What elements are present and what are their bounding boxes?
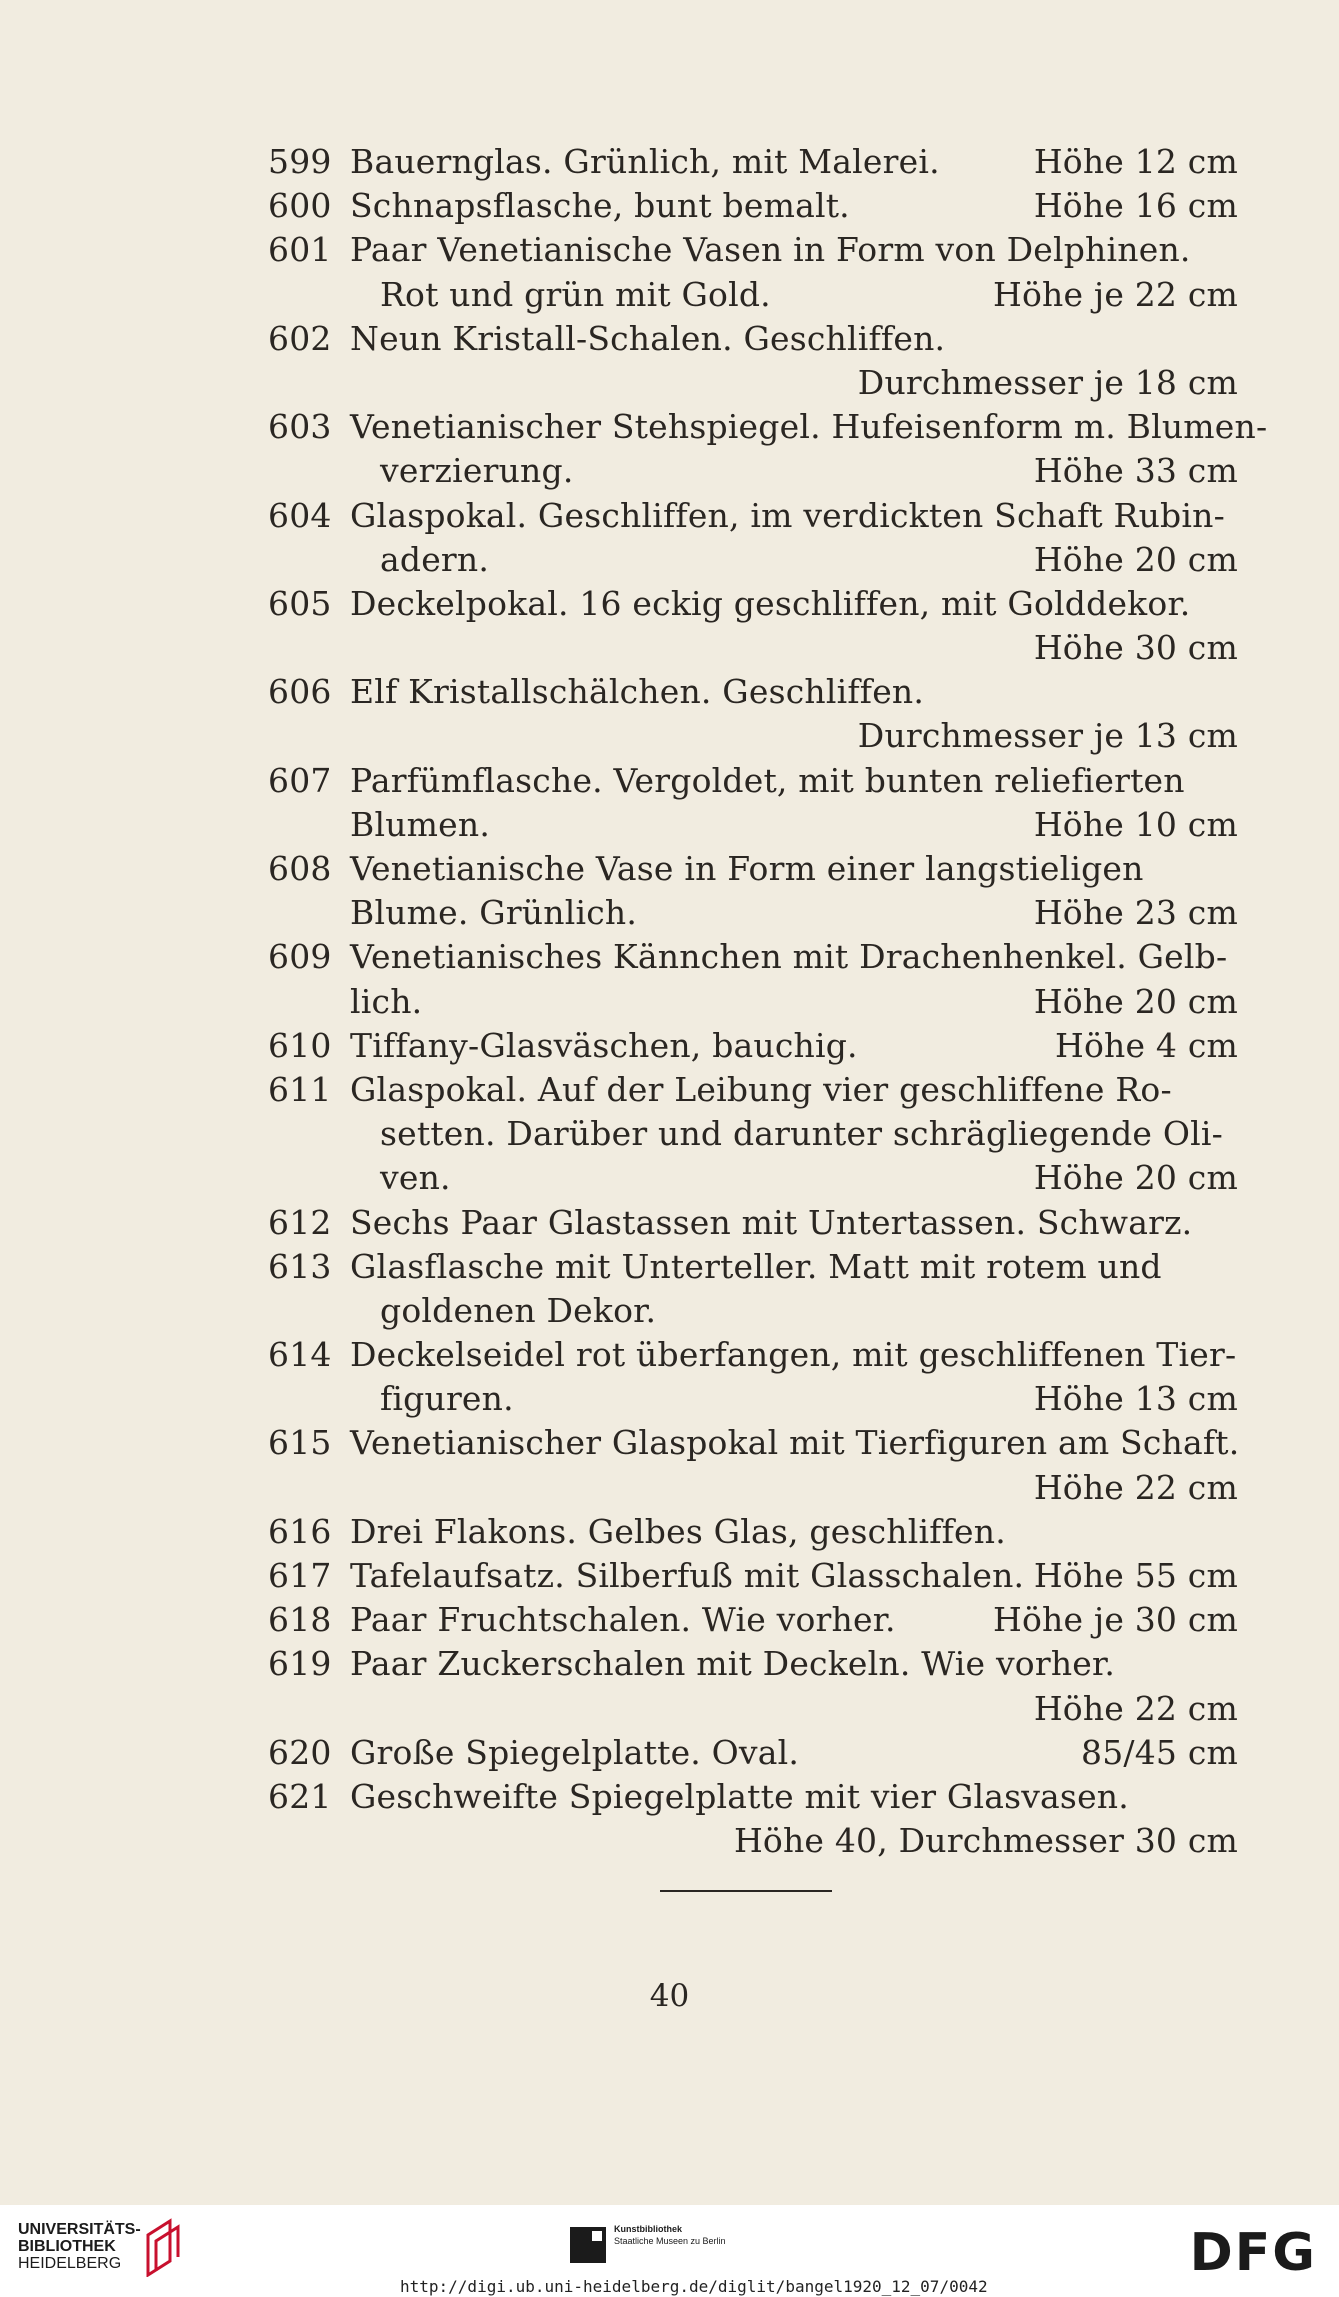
entry-line: [268, 847, 1238, 891]
entry-line: [268, 1466, 1238, 1510]
entry-line: [268, 449, 1238, 493]
lot-description: Geschweifte Spiegelplatte mit vier Glasvasen.: [350, 1776, 1129, 1816]
lot-measurement: Höhe 23 cm: [1033, 893, 1238, 933]
lot-description: Venetianisches Kännchen mit Drachenhenkel. Gelb-: [350, 937, 1228, 977]
lot-number: 602: [268, 318, 332, 358]
lot-description: Elf Kristallschälchen. Geschliffen.: [350, 672, 925, 712]
lot-description: Schnapsflasche, bunt bemalt.: [350, 186, 850, 226]
lot-description: ven.: [380, 1158, 451, 1198]
entry-line: [268, 317, 1238, 361]
entry-line: [268, 1554, 1238, 1598]
catalog-entry: [268, 1201, 1238, 1245]
lot-measurement: Durchmesser je 13 cm: [857, 716, 1238, 756]
entry-line: [268, 1510, 1238, 1554]
lot-measurement: Höhe 16 cm: [1033, 186, 1238, 226]
kunstbibliothek-logo[interactable]: [570, 2223, 726, 2263]
catalog-entry: [268, 1024, 1238, 1068]
entry-line: [268, 582, 1238, 626]
ub-logo-line3: HEIDELBERG: [18, 2255, 122, 2272]
catalog-entry: [268, 582, 1238, 670]
lot-description: Deckelpokal. 16 eckig geschliffen, mit Golddekor.: [350, 583, 1191, 623]
lot-number: 610: [268, 1025, 332, 1065]
catalog-entry: [268, 405, 1268, 493]
lot-number: 603: [268, 407, 332, 447]
catalog-entry: [268, 670, 1238, 758]
lot-number: 609: [268, 937, 332, 977]
lot-measurement: Höhe 13 cm: [1033, 1379, 1238, 1419]
lot-measurement: Höhe 22 cm: [1033, 1467, 1238, 1507]
lot-number: 600: [268, 186, 332, 226]
lot-number: 618: [268, 1600, 332, 1640]
lot-measurement: Höhe 20 cm: [1033, 1158, 1238, 1198]
lot-measurement: Höhe 33 cm: [1033, 451, 1238, 491]
lot-number: 621: [268, 1776, 332, 1816]
lot-number: 615: [268, 1423, 332, 1463]
lot-number: 605: [268, 583, 332, 623]
entry-line: [268, 494, 1238, 538]
lot-number: 612: [268, 1202, 332, 1242]
lot-description: Venetianischer Glaspokal mit Tierfiguren am Schaft.: [350, 1423, 1240, 1463]
dfg-logo[interactable]: DFG: [1189, 2223, 1317, 2283]
lot-measurement: Höhe 20 cm: [1033, 539, 1238, 579]
lot-description: figuren.: [380, 1379, 514, 1419]
catalog-entry: [268, 228, 1238, 316]
lot-number: 616: [268, 1511, 332, 1551]
lot-measurement: Höhe 22 cm: [1033, 1688, 1238, 1728]
catalog-entry: [268, 184, 1238, 228]
ub-mark-icon: [140, 2217, 184, 2277]
lot-description: Tiffany-Glasväschen, bauchig.: [350, 1025, 858, 1065]
entry-line: [268, 1775, 1238, 1819]
entry-line: [268, 1377, 1238, 1421]
lot-measurement: Höhe 12 cm: [1033, 142, 1238, 181]
lot-description: Venetianischer Stehspiegel. Hufeisenform m. Blumen-: [350, 407, 1268, 447]
catalog-entry: [268, 759, 1238, 847]
lot-description: adern.: [380, 539, 490, 579]
catalog-entry: [268, 1510, 1238, 1554]
entry-line: [268, 538, 1238, 582]
entry-line: [268, 1201, 1238, 1245]
lot-measurement: Durchmesser je 18 cm: [857, 362, 1238, 402]
lot-description: setten. Darüber und darunter schrägliegende Oli-: [380, 1114, 1223, 1154]
lot-number: 606: [268, 672, 332, 712]
catalog-entry: [268, 1731, 1238, 1775]
lot-description: Blumen.: [350, 804, 491, 844]
lot-description: Deckelseidel rot überfangen, mit geschliffenen Tier-: [350, 1335, 1237, 1375]
lot-number: 614: [268, 1335, 332, 1375]
lot-number: 601: [268, 230, 332, 270]
entry-line: [268, 1421, 1238, 1465]
catalog-entry: [268, 1598, 1238, 1642]
catalog-entry: [268, 1333, 1238, 1421]
lot-description: Rot und grün mit Gold.: [380, 274, 771, 314]
entry-line: [268, 1687, 1238, 1731]
entry-line: [268, 759, 1238, 803]
lot-description: Glaspokal. Geschliffen, im verdickten Schaft Rubin-: [350, 495, 1225, 535]
ub-logo-line1: UNIVERSITÄTS-: [18, 2221, 141, 2238]
lot-description: Drei Flakons. Gelbes Glas, geschliffen.: [350, 1511, 1006, 1551]
lot-description: Glaspokal. Auf der Leibung vier geschliffene Ro-: [350, 1069, 1172, 1109]
kunstbibliothek-mark-icon: [570, 2227, 606, 2263]
catalog-entry: [268, 317, 1238, 405]
entry-line: [268, 1068, 1238, 1112]
lot-measurement: Höhe 55 cm: [1033, 1556, 1238, 1595]
lot-description: Sechs Paar Glastassen mit Untertassen. Schwarz.: [350, 1202, 1193, 1242]
entry-line: [268, 1819, 1238, 1863]
catalog-entry: [268, 140, 1238, 184]
catalog-entry: [268, 1642, 1238, 1730]
entry-line: [268, 891, 1238, 935]
lot-number: 611: [268, 1069, 332, 1109]
lot-description: lich.: [350, 981, 423, 1021]
ub-logo-line2: BIBLIOTHEK: [18, 2238, 116, 2255]
catalog-entry: [268, 935, 1238, 1023]
entry-line: [268, 935, 1238, 979]
entry-line: [268, 714, 1238, 758]
lot-description: Glasflasche mit Unterteller. Matt mit rotem und: [350, 1246, 1162, 1286]
lot-measurement: Höhe 4 cm: [1055, 1025, 1238, 1065]
permalink-url[interactable]: http://digi.ub.uni-heidelberg.de/diglit/bangel1920_12_07/0042: [400, 2277, 988, 2296]
lot-description: verzierung.: [380, 451, 574, 491]
entry-line: [268, 626, 1238, 670]
entry-line: [268, 1289, 1238, 1333]
lot-number: 613: [268, 1246, 332, 1286]
lot-description: goldenen Dekor.: [380, 1290, 657, 1330]
catalog-entry: [268, 1068, 1238, 1201]
entry-line: [268, 405, 1268, 449]
lot-measurement: Höhe 10 cm: [1033, 804, 1238, 844]
catalog-entry: [268, 494, 1238, 582]
lot-measurement: 85/45 cm: [1081, 1732, 1238, 1772]
entry-line: [268, 670, 1238, 714]
ub-heidelberg-logo[interactable]: [18, 2221, 141, 2272]
entry-line: [268, 1156, 1238, 1200]
catalog-entry: [268, 847, 1238, 935]
entry-line: [268, 140, 1238, 184]
lot-number: 604: [268, 495, 332, 535]
entry-line: [268, 273, 1238, 317]
kb-line2: Staatliche Museen zu Berlin: [614, 2236, 726, 2246]
catalog-entries: [268, 140, 1268, 1863]
lot-description: Große Spiegelplatte. Oval.: [350, 1732, 800, 1772]
lot-description: Neun Kristall-Schalen. Geschliffen.: [350, 318, 946, 358]
lot-number: 607: [268, 760, 332, 800]
lot-number: 617: [268, 1556, 332, 1595]
lot-description: Paar Venetianische Vasen in Form von Delphinen.: [350, 230, 1191, 270]
catalog-entry: [268, 1421, 1238, 1509]
lot-description: Blume. Grünlich.: [350, 893, 638, 933]
entry-line: [268, 184, 1238, 228]
entry-line: [268, 361, 1238, 405]
lot-measurement: Höhe 20 cm: [1033, 981, 1238, 1021]
catalog-entry: [268, 1554, 1238, 1598]
entry-line: [268, 803, 1238, 847]
entry-line: [268, 1598, 1238, 1642]
end-rule: [660, 1890, 832, 1892]
lot-description: Venetianische Vase in Form einer langstieligen: [350, 849, 1144, 888]
entry-line: [268, 1642, 1238, 1686]
lot-description: Parfümflasche. Vergoldet, mit bunten reliefierten: [350, 760, 1185, 800]
lot-measurement: Höhe je 22 cm: [992, 274, 1238, 314]
entry-line: [268, 228, 1238, 272]
lot-number: 599: [268, 142, 332, 181]
lot-measurement: Höhe je 30 cm: [992, 1600, 1238, 1640]
lot-measurement: Höhe 40, Durchmesser 30 cm: [733, 1821, 1238, 1861]
digitization-footer: [0, 2205, 1339, 2297]
lot-description: Tafelaufsatz. Silberfuß mit Glasschalen.: [350, 1556, 1025, 1595]
entry-line: [268, 1731, 1238, 1775]
lot-description: Paar Fruchtschalen. Wie vorher.: [350, 1600, 896, 1640]
entry-line: [268, 1024, 1238, 1068]
entry-line: [268, 1333, 1238, 1377]
entry-line: [268, 980, 1238, 1024]
lot-number: 619: [268, 1644, 332, 1684]
entry-line: [268, 1112, 1238, 1156]
lot-number: 620: [268, 1732, 332, 1772]
entry-line: [268, 1245, 1238, 1289]
lot-number: 608: [268, 849, 332, 888]
lot-measurement: Höhe 30 cm: [1033, 628, 1238, 668]
kb-line1: Kunstbibliothek: [614, 2224, 682, 2234]
lot-description: Bauernglas. Grünlich, mit Malerei.: [350, 142, 940, 181]
catalog-entry: [268, 1245, 1238, 1333]
page-number: 40: [649, 1978, 690, 2014]
catalog-entry: [268, 1775, 1238, 1863]
lot-description: Paar Zuckerschalen mit Deckeln. Wie vorher.: [350, 1644, 1116, 1684]
